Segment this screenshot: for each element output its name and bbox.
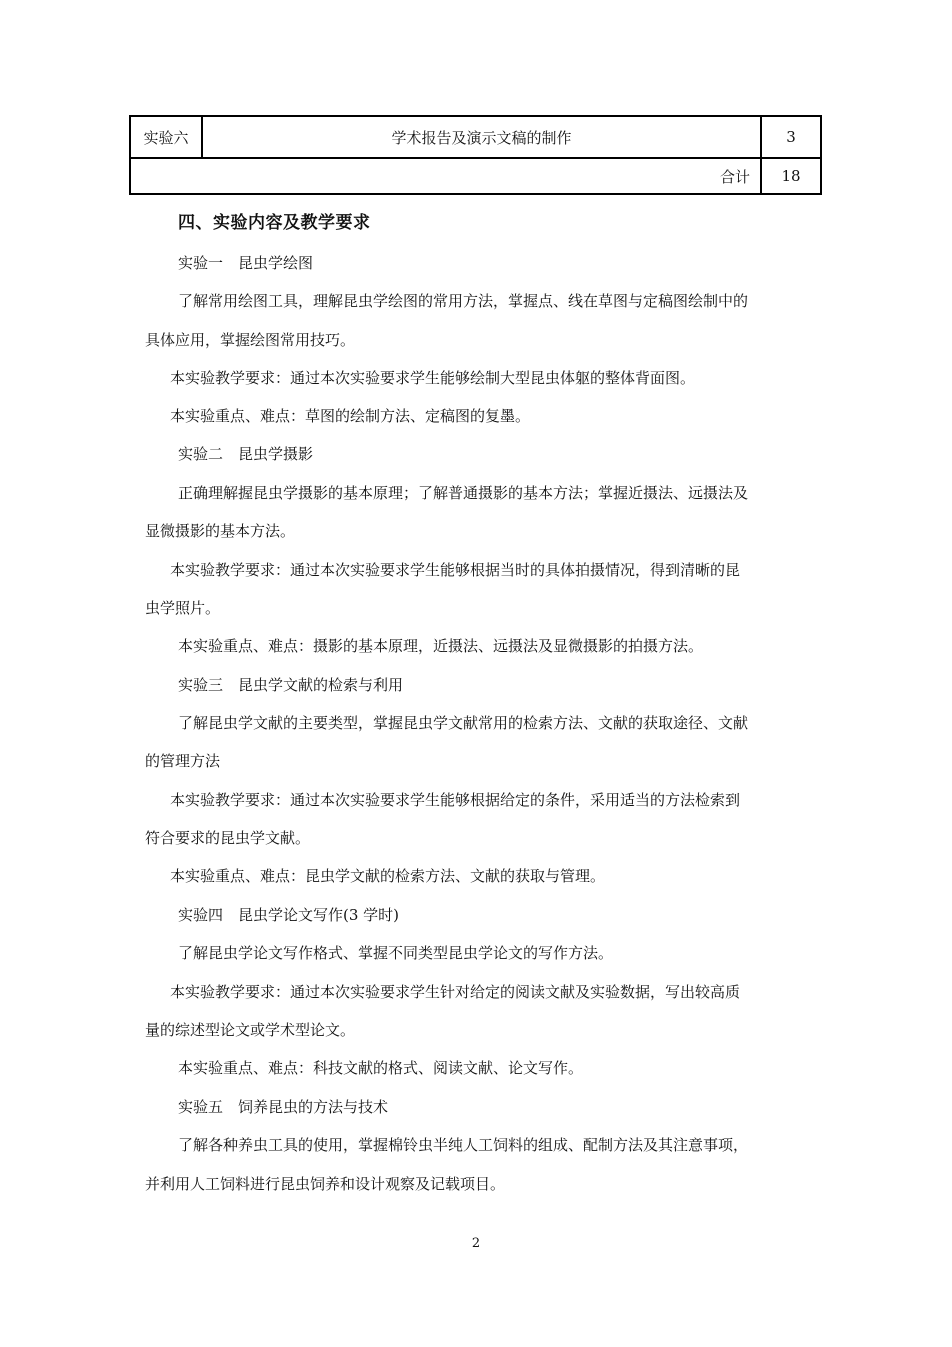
experiment-4-title: 实验四 昆虫学论文写作(3 学时) xyxy=(178,906,400,924)
paragraph-line: 具体应用，掌握绘图常用技巧。 xyxy=(145,331,356,349)
section-heading: 四、实验内容及教学要求 xyxy=(178,213,371,233)
paragraph-line: 符合要求的昆虫学文献。 xyxy=(145,829,311,847)
paragraph-line: 正确理解握昆虫学摄影的基本原理；了解普通摄影的基本方法；掌握近摄法、远摄法及 xyxy=(178,484,749,502)
total-value-cell: 18 xyxy=(761,158,821,194)
paragraph-line: 本实验教学要求：通过本次实验要求学生能够根据当时的具体拍摄情况，得到清晰的昆 xyxy=(170,561,741,579)
paragraph-line: 本实验重点、难点：科技文献的格式、阅读文献、论文写作。 xyxy=(178,1059,584,1077)
paragraph-line: 了解各种养虫工具的使用，掌握棉铃虫半纯人工饲料的组成、配制方法及其注意事项， xyxy=(178,1136,749,1154)
paragraph-line: 并利用人工饲料进行昆虫饲养和设计观察及记载项目。 xyxy=(145,1175,506,1193)
page-number: 2 xyxy=(471,1236,481,1251)
experiment-5-title: 实验五 饲养昆虫的方法与技术 xyxy=(178,1098,389,1116)
paragraph-line: 的管理方法 xyxy=(145,752,221,770)
paragraph-line: 本实验重点、难点：草图的绘制方法、定稿图的复墨。 xyxy=(170,407,531,425)
experiment-number-cell: 实验六 xyxy=(130,116,202,158)
experiment-title-cell: 学术报告及演示文稿的制作 xyxy=(202,116,761,158)
experiment-1-title: 实验一 昆虫学绘图 xyxy=(178,254,314,272)
course-hours-table xyxy=(129,115,822,195)
experiment-hours-cell: 3 xyxy=(761,116,821,158)
paragraph-line: 了解昆虫学文献的主要类型，掌握昆虫学文献常用的检索方法、文献的获取途径、文献 xyxy=(178,714,749,732)
paragraph-line: 虫学照片。 xyxy=(145,599,221,617)
experiment-2-title: 实验二 昆虫学摄影 xyxy=(178,445,314,463)
total-label-cell: 合计 xyxy=(130,158,761,194)
table-total-row xyxy=(130,158,821,194)
paragraph-line: 了解昆虫学论文写作格式、掌握不同类型昆虫学论文的写作方法。 xyxy=(178,944,614,962)
experiment-3-title: 实验三 昆虫学文献的检索与利用 xyxy=(178,676,404,694)
paragraph-line: 显微摄影的基本方法。 xyxy=(145,522,296,540)
paragraph-line: 本实验重点、难点：昆虫学文献的检索方法、文献的获取与管理。 xyxy=(170,867,606,885)
paragraph-line: 了解常用绘图工具，理解昆虫学绘图的常用方法，掌握点、线在草图与定稿图绘制中的 xyxy=(178,292,749,310)
paragraph-line: 本实验教学要求：通过本次实验要求学生针对给定的阅读文献及实验数据，写出较高质 xyxy=(170,983,741,1001)
paragraph-line: 本实验教学要求：通过本次实验要求学生能够绘制大型昆虫体躯的整体背面图。 xyxy=(170,369,696,387)
paragraph-line: 本实验重点、难点：摄影的基本原理，近摄法、远摄法及显微摄影的拍摄方法。 xyxy=(178,637,704,655)
paragraph-line: 本实验教学要求：通过本次实验要求学生能够根据给定的条件，采用适当的方法检索到 xyxy=(170,791,741,809)
table-row xyxy=(130,116,821,158)
paragraph-line: 量的综述型论文或学术型论文。 xyxy=(145,1021,356,1039)
